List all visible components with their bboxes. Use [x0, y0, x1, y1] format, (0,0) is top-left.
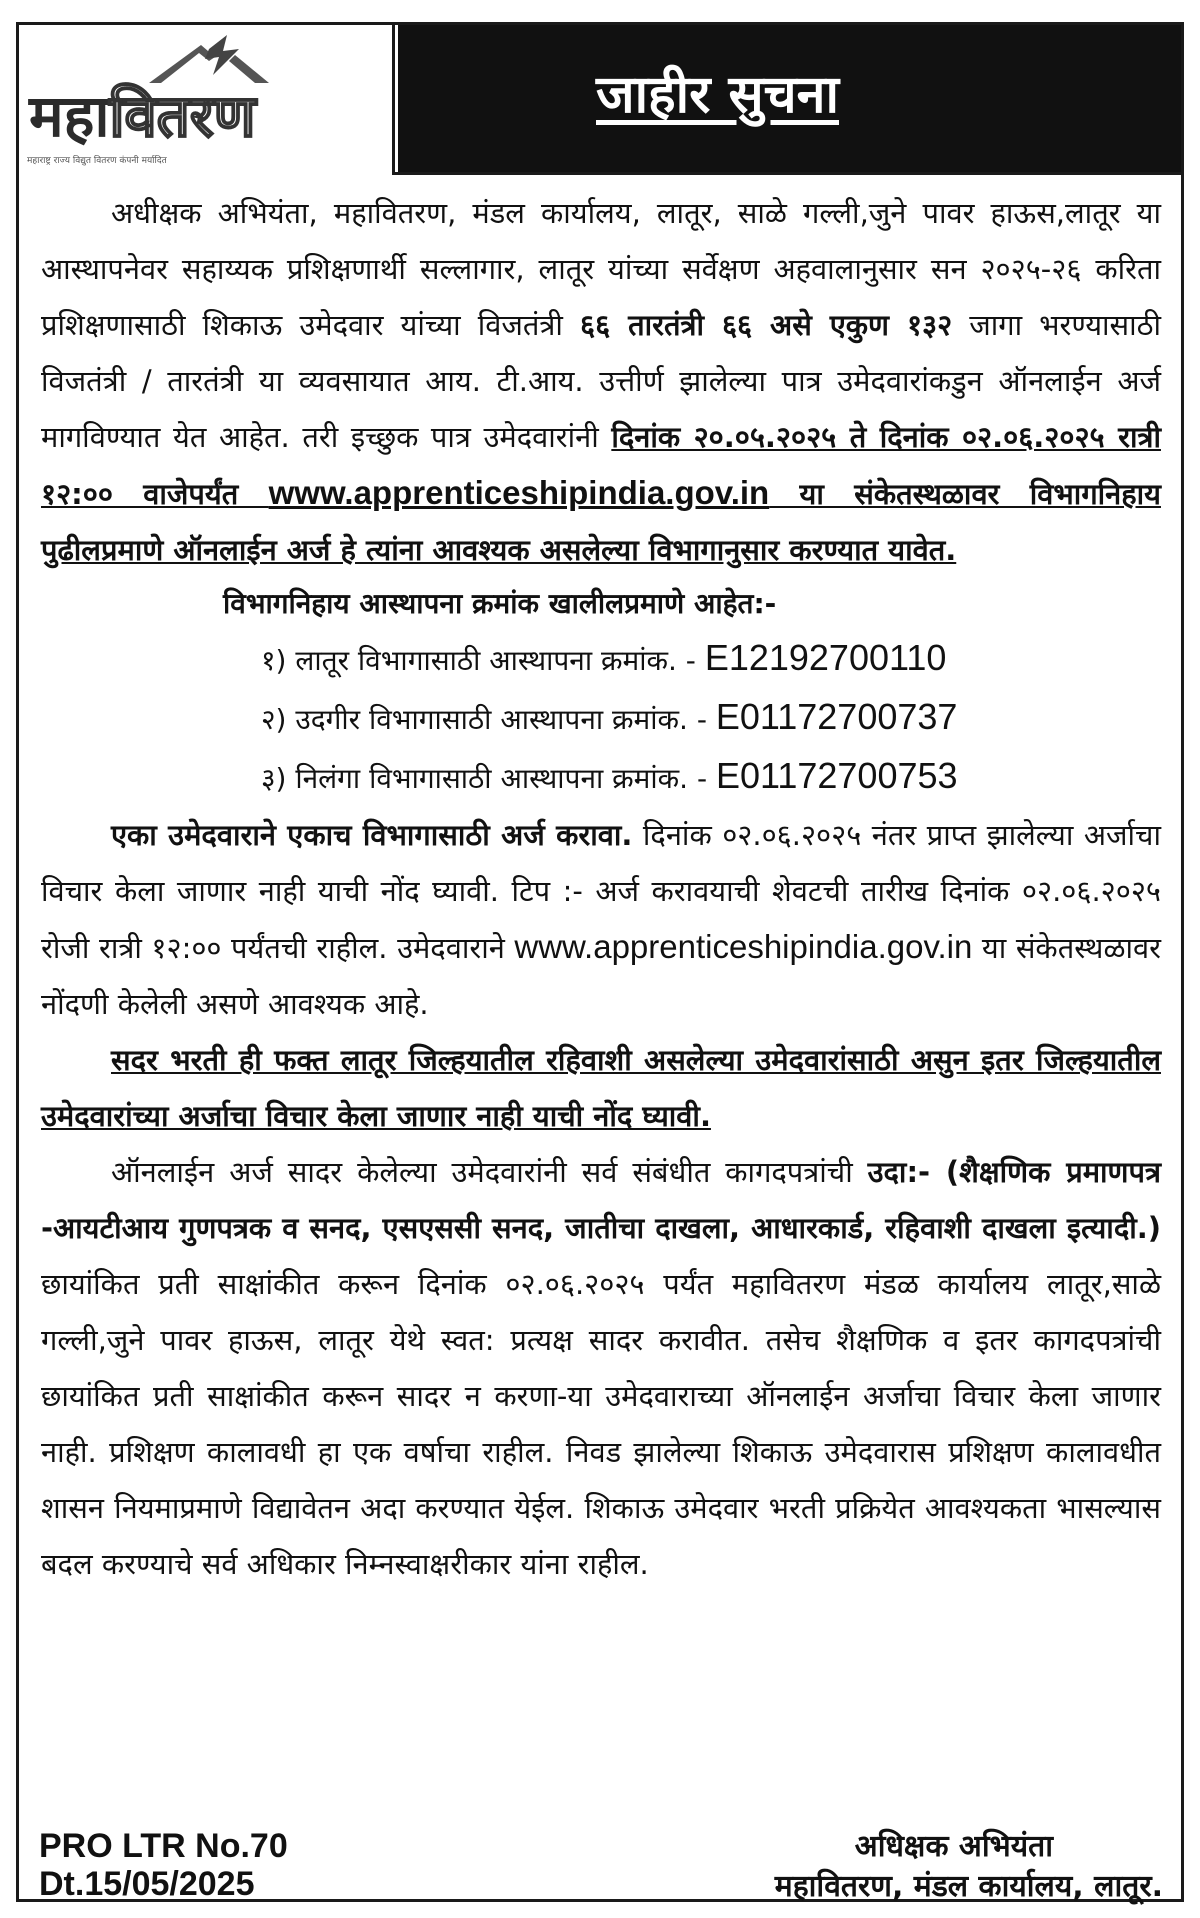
paragraph-one-division [41, 807, 1161, 1032]
list-item-label: ३) निलंगा विभागासाठी आस्थापना क्रमांक. [261, 762, 689, 795]
establishment-code: E01172700737 [715, 696, 958, 737]
reference-number: PRO LTR No.70 [39, 1827, 288, 1865]
intro-instruction: या संकेतस्थळावर विभागनिहाय पुढीलप्रमाणे ऑनलाईन अर्ज हे त्यांना आवश्यक असलेल्या विभागानुसार करण्यात यावेत. [41, 477, 1161, 567]
logo-maha: महा [29, 82, 110, 150]
notice-page [16, 22, 1184, 1902]
list-item-sep: - [687, 703, 716, 736]
lightning-roof-icon [139, 35, 279, 87]
notice-title: जाहीर सुचना [596, 65, 840, 125]
signatory-office: महावितरण, मंडल कार्यालय, लातूर. [774, 1869, 1163, 1904]
list-item [41, 689, 1161, 748]
notice-footer [39, 1827, 1169, 1907]
intro-text-2: जागा भरण्यासाठी विजतंत्री / तारतंत्री या व्यवसायात आय. टी.आय. उत्तीर्ण झालेल्या पात्र उमेदवारांकडुन ऑनलाईन अर्ज मागविण्यात येत आहेत. तरी इच्छुक पात्र उमेदवारांनी [41, 308, 1162, 454]
intro-text-1: अधीक्षक अभियंता, महावितरण, मंडल कार्यालय, लातूर, साळे गल्ली,जुने पावर हाऊस,लातूर या आस्थापनेवर सहाय्यक प्रशिक्षणार्थी सल्लागार, लातूर यांच्या सर्वेक्षण अहवालानुसार सन २०२५-२६ करिता प्रशिक्षणासाठी शिकाऊ उमेदवार यांच्या विजतंत्री [41, 196, 1161, 342]
list-item-label: १) लातूर विभागासाठी आस्थापना क्रमांक. [261, 644, 677, 677]
paragraph-intro [41, 185, 1161, 578]
documents-text-1: ऑनलाईन अर्ज सादर केलेल्या उमेदवारांनी सर्व संबंधीत कागदपत्रांची [111, 1155, 868, 1189]
apprenticeship-url-link-2[interactable]: www.apprenticeshipindia.gov.in [514, 928, 973, 965]
title-banner [398, 25, 1181, 172]
intro-post-count: ६६ तारतंत्री ६६ असे एकुण १३२ [580, 308, 953, 342]
apprenticeship-url-link[interactable]: www.apprenticeshipindia.gov.in [268, 474, 770, 511]
notice-body [41, 185, 1161, 1592]
deadline-text: दिनांक ०२.०६.२०२५ नंतर प्राप्त झालेल्या अर्जाचा विचार केला जाणार नाही याची नोंद घ्यावी. टिप :- अर्ज करावयाची शेवटची तारीख दिनांक ०२.०६.२०२५ रोजी रात्री १२:०० पर्यंतची राहील. उमेदवाराने [41, 818, 1161, 965]
list-item [41, 630, 1161, 689]
documents-list: उदा:- (शैक्षणिक प्रमाणपत्र -आयटीआय गुणपत्रक व सनद, एसएससी सनद, जातीचा दाखला, आधारकार्ड, रहिवाशी दाखला इत्यादी.) [41, 1155, 1161, 1245]
notice-header [19, 25, 1181, 175]
list-item-label: २) उदगीर विभागासाठी आस्थापना क्रमांक. [261, 703, 688, 736]
establishment-code: E12192700110 [704, 637, 947, 678]
list-item-sep: - [676, 644, 705, 677]
registration-text: या संकेतस्थळावर नोंदणी केलेली असणे आवश्यक आहे. [41, 931, 1161, 1021]
list-item [41, 748, 1161, 807]
one-division-rule: एका उमेदवाराने एकाच विभागासाठी अर्ज करावा. [111, 818, 633, 852]
list-item-sep: - [688, 762, 716, 795]
establishment-code: E01172700753 [715, 755, 958, 796]
reference-date: Dt.15/05/2025 [39, 1865, 255, 1903]
intro-deadline: दिनांक २०.०५.२०२५ ते दिनांक ०२.०६.२०२५ रात्री १२:०० वाजेपर्यंत [41, 420, 1161, 511]
establishment-list-heading: विभागनिहाय आस्थापना क्रमांक खालीलप्रमाणे आहेत:- [223, 587, 777, 620]
signatory-title: अधिक्षक अभियंता [854, 1829, 1053, 1864]
mahavitaran-logo [19, 25, 395, 175]
reference-block [39, 1827, 288, 1903]
logo-subtitle: महाराष्ट्र राज्य विद्युत वितरण कंपनी मर्यादित [27, 156, 167, 166]
paragraph-residency: सदर भरती ही फक्त लातूर जिल्हयातील रहिवाशी असलेल्या उमेदवारांसाठी असुन इतर जिल्हयातील उमेदवारांच्या अर्जाचा विचार केला जाणार नाही याची नोंद घ्यावी. [41, 1043, 1161, 1133]
logo-vitaran: वितरण [109, 82, 256, 150]
logo-wordmark [29, 83, 256, 149]
paragraph-documents [41, 1144, 1161, 1592]
documents-text-2: छायांकित प्रती साक्षांकीत करून दिनांक ०२.०६.२०२५ पर्यंत महावितरण मंडळ कार्यालय लातूर,साळे गल्ली,जुने पावर हाऊस, लातूर येथे स्वत: प्रत्यक्ष सादर करावीत. तसेच शैक्षणिक व इतर कागदपत्रांची छायांकित प्रती साक्षांकीत करून सादर न करणा-या उमेदवाराच्या ऑनलाईन अर्जाचा विचार केला जाणार नाही. प्रशिक्षण कालावधी हा एक वर्षाचा राहील. निवड झालेल्या शिकाऊ उमेदवारास प्रशिक्षण कालावधीत शासन नियमाप्रमाणे विद्यावेतन अदा करण्यात येईल. शिकाऊ उमेदवार भरती प्रक्रियेत आवश्यकता भासल्यास बदल करण्याचे सर्व अधिकार निम्नस्वाक्षरीकार यांना राहील. [41, 1267, 1161, 1581]
signatory-block [775, 1827, 1163, 1907]
